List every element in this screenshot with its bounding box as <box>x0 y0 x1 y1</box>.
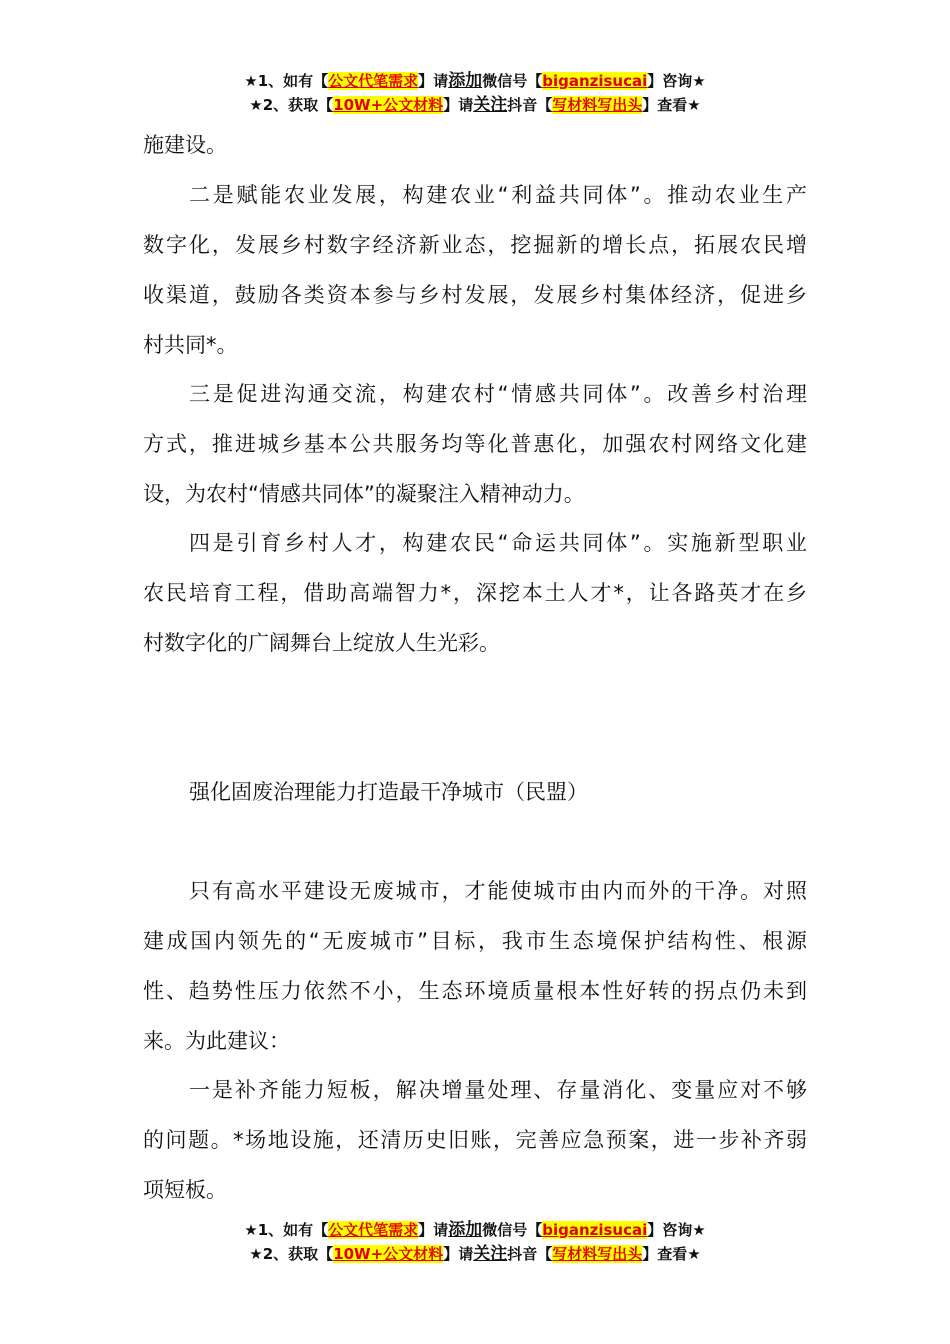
banner-douyin-id: 写材料写出头 <box>552 1245 643 1263</box>
body-line: 二是赋能农业发展，构建农业“利益共同体”。推动农业生产 <box>189 183 807 207</box>
banner-text: 】查看★ <box>642 96 701 114</box>
body-line: 建成国内领先的“无废城市”目标，我市生态境保护结构性、根源 <box>143 929 807 953</box>
banner-text: ★2、获取【 <box>249 96 334 114</box>
banner-highlight: 公文代笔需求 <box>328 1221 419 1239</box>
banner-text: 】查看★ <box>642 1245 701 1263</box>
banner-text: 】请 <box>443 1245 474 1263</box>
banner-text: 】咨询★ <box>647 1221 706 1239</box>
body-line: 农民培育工程，借助高端智力*，深挖本土人才*，让各路英才在乡 <box>143 581 807 605</box>
body-line: 设，为农村“情感共同体”的凝聚注入精神动力。 <box>143 482 585 506</box>
body-line: 的问题。*场地设施，还清历史旧账，完善应急预案，进一步补齐弱 <box>143 1128 807 1152</box>
section-title: 强化固废治理能力打造最干净城市（民盟） <box>189 780 588 804</box>
body-line: 三是促进沟通交流，构建农村“情感共同体”。改善乡村治理 <box>189 382 807 406</box>
body-line: 来。为此建议： <box>143 1029 290 1053</box>
banner-emphasis: 关注 <box>473 1244 508 1264</box>
body-line: 数字化，发展乡村数字经济新业态，挖掘新的增长点，拓展农民增 <box>143 233 807 257</box>
banner-emphasis: 添加 <box>448 1220 483 1240</box>
banner-emphasis: 关注 <box>473 95 508 115</box>
banner-text: 】请 <box>418 72 449 90</box>
promo-banner-top-2 <box>0 94 950 116</box>
banner-text: 】请 <box>443 96 474 114</box>
banner-douyin-id: 写材料写出头 <box>552 96 643 114</box>
banner-text: ★1、如有【 <box>244 1221 329 1239</box>
body-line: 施建设。 <box>143 133 227 157</box>
banner-text: 微信号【 <box>482 1221 543 1239</box>
banner-text: 抖音【 <box>507 96 553 114</box>
promo-banner-bottom-2 <box>0 1243 950 1265</box>
banner-text: 】咨询★ <box>647 72 706 90</box>
banner-text: ★2、获取【 <box>249 1245 334 1263</box>
banner-text: ★1、如有【 <box>244 72 329 90</box>
banner-highlight: 10W+公文材料 <box>333 1245 444 1263</box>
promo-banner-top-1 <box>0 70 950 92</box>
banner-highlight: 公文代笔需求 <box>328 72 419 90</box>
body-line: 项短板。 <box>143 1178 227 1202</box>
body-line: 方式，推进城乡基本公共服务均等化普惠化，加强农村网络文化建 <box>143 432 807 456</box>
banner-text: 抖音【 <box>507 1245 553 1263</box>
banner-wechat-id: biganzisucai <box>542 72 648 90</box>
banner-highlight: 10W+公文材料 <box>333 96 444 114</box>
body-line: 只有高水平建设无废城市，才能使城市由内而外的干净。对照 <box>189 879 807 903</box>
body-line: 一是补齐能力短板，解决增量处理、存量消化、变量应对不够 <box>189 1078 807 1102</box>
banner-text: 】请 <box>418 1221 449 1239</box>
body-line: 村数字化的广阔舞台上绽放人生光彩。 <box>143 631 500 655</box>
banner-text: 微信号【 <box>482 72 543 90</box>
body-line: 性、趋势性压力依然不小，生态环境质量根本性好转的拐点仍未到 <box>143 979 807 1003</box>
banner-emphasis: 添加 <box>448 71 483 91</box>
body-line: 村共同*。 <box>143 333 238 357</box>
body-line: 收渠道，鼓励各类资本参与乡村发展，发展乡村集体经济，促进乡 <box>143 283 807 307</box>
banner-wechat-id: biganzisucai <box>542 1221 648 1239</box>
body-line: 四是引育乡村人才，构建农民“命运共同体”。实施新型职业 <box>189 531 807 555</box>
promo-banner-bottom-1 <box>0 1219 950 1241</box>
